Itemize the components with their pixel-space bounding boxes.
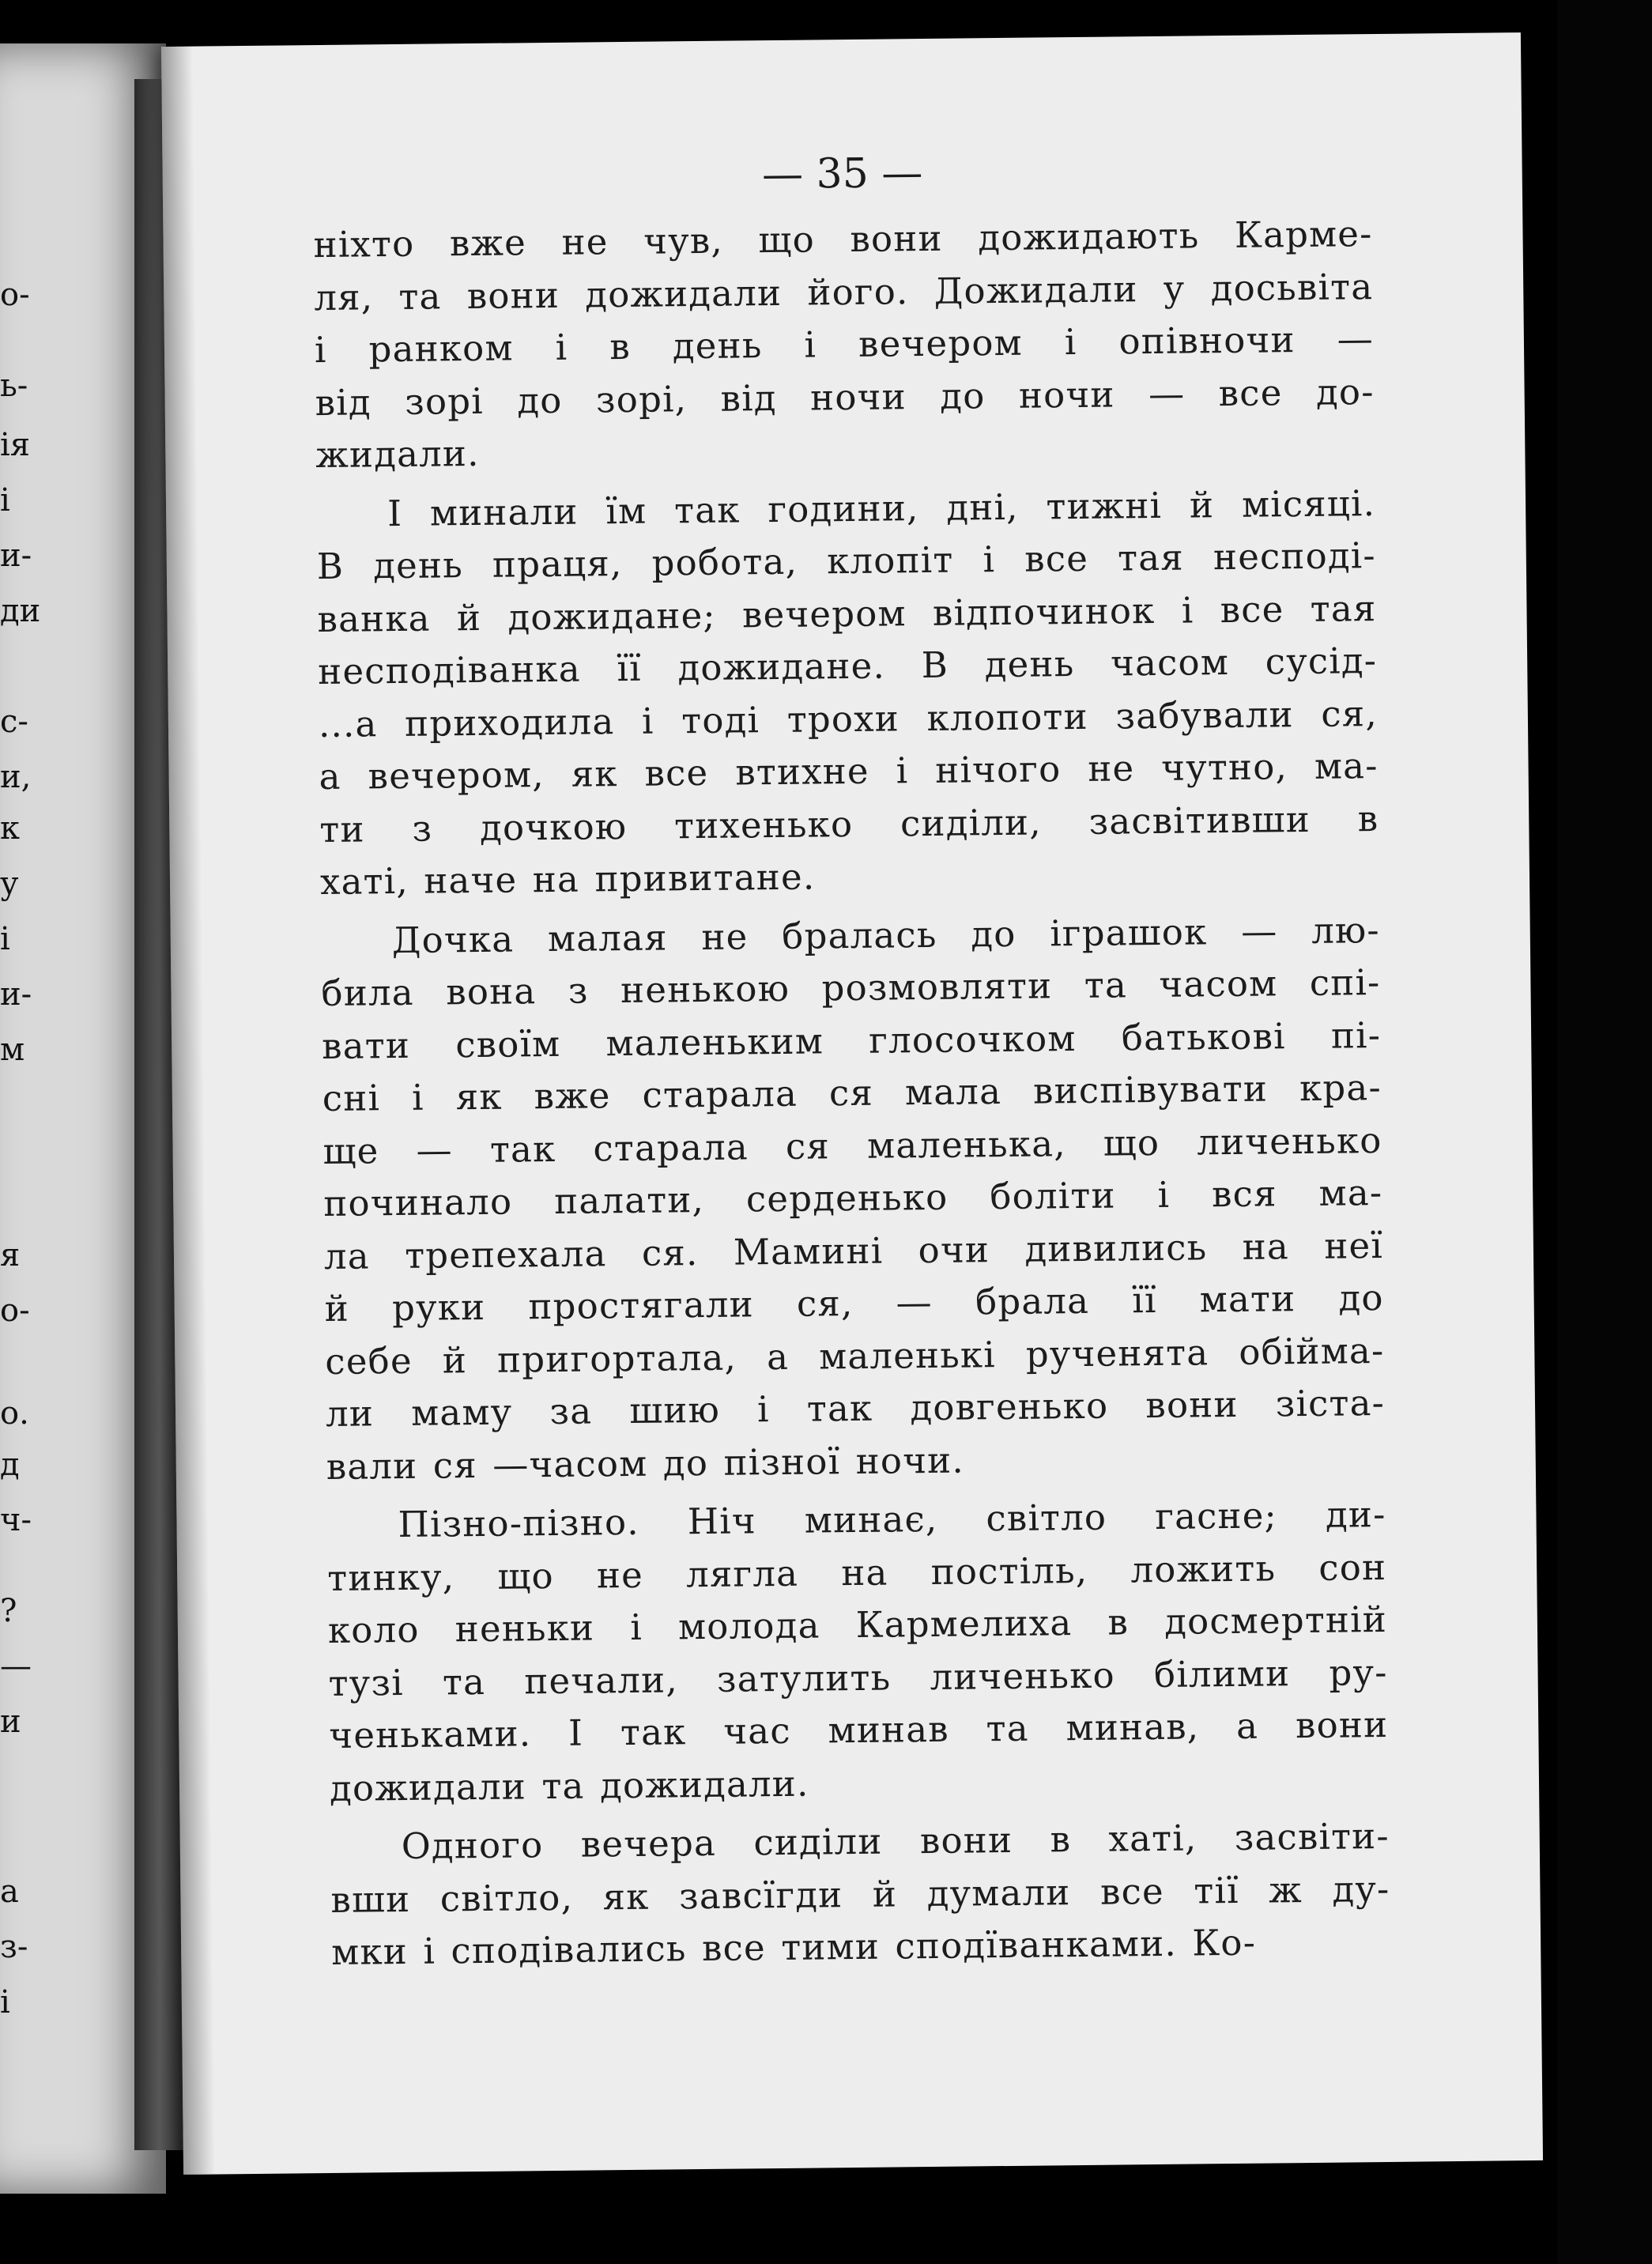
previous-page-fragment: а <box>0 1873 19 1910</box>
text-line: починало палати, серденько боліти і вся ма- <box>323 1171 1383 1225</box>
text-line: Дочка малая не бралась до іграшок — лю- <box>391 908 1381 961</box>
text-line: мки і сподівались все тими сподїванками. Ко- <box>330 1921 1257 1973</box>
text-line: від зорі до зорі, від ночи до ночи — все до- <box>315 370 1375 424</box>
text-line: ще — так старала ся маленька, що личенько <box>322 1119 1382 1172</box>
text-line: а вечером, як все втихне і нічого не чутно, ма- <box>319 745 1379 798</box>
previous-page-fragment: и- <box>0 538 32 574</box>
text-line: сні і як вже старала ся мала виспівувати кра- <box>322 1066 1382 1120</box>
text-line: вати своїм маленьким глосочком батькові пі- <box>321 1013 1382 1067</box>
text-line: била вона з ненькою розмовляти та часом спі- <box>321 960 1381 1015</box>
text-line: і ранком і в день і вечером і опівночи — <box>314 318 1375 372</box>
scan-background <box>1557 0 1652 2264</box>
text-line: Одного вечера сиділи вони в хаті, засвіти- <box>401 1814 1390 1868</box>
previous-page-fragment: о. <box>0 1395 29 1432</box>
previous-page-fragment: і <box>0 1984 10 2021</box>
previous-page-fragment: ч- <box>0 1502 32 1538</box>
text-line: коло неньки і молода Кармелиха в досмертній <box>327 1598 1388 1651</box>
previous-page-fragment: и <box>0 1704 21 1740</box>
text-line: жидали. <box>315 432 480 477</box>
previous-page-fragment: — <box>0 1648 32 1685</box>
text-line: тинку, що не лягла на постіль, ложить сон <box>326 1545 1387 1599</box>
page-body-text <box>313 208 1390 1979</box>
text-line: В день праця, робота, клопіт і все тая несподі- <box>316 534 1377 588</box>
previous-page-fragment: и- <box>0 976 32 1013</box>
text-line: ла трепехала ся. Мамині очи дивились на неї <box>323 1224 1384 1277</box>
previous-page-fragment: ь- <box>0 368 28 404</box>
paragraph <box>316 477 1379 909</box>
text-line: ванка й дожидане; вечером відпочинок і все тая <box>317 587 1377 640</box>
previous-page-fragment: д <box>0 1447 20 1483</box>
page-number: — 35 — <box>761 149 923 199</box>
previous-page-fragment: ? <box>0 1593 17 1629</box>
text-line: Пізно-пізно. Ніч минає, світло гасне; ди- <box>398 1492 1386 1546</box>
text-line: себе й пригортала, а маленькі рученята обійма- <box>325 1329 1385 1383</box>
text-line: ченьками. І так час минав та минав, а вони <box>329 1703 1389 1756</box>
text-line: ли маму за шию і так довгенько вони зіста- <box>325 1381 1386 1435</box>
paragraph <box>326 1489 1389 1815</box>
previous-page-fragment: и, <box>0 759 32 795</box>
text-line: й руки простягали ся, — брала її мати до <box>324 1276 1384 1330</box>
text-line: несподіванка її дожидане. В день часом сусід- <box>317 640 1378 693</box>
text-line: ти з дочкою тихенько сиділи, засвітивши в <box>319 797 1379 851</box>
text-line: І минали їм так години, дні, тижні й місяці. <box>387 481 1376 534</box>
book-page <box>161 32 1543 2175</box>
paragraph <box>330 1810 1390 1979</box>
paragraph <box>313 208 1375 482</box>
previous-page-fragment: ди <box>0 593 41 629</box>
previous-page-fragment: о- <box>0 1292 30 1329</box>
text-line: хаті, наче на привитане. <box>319 855 816 904</box>
previous-page-fragment: у <box>0 866 19 902</box>
text-line: вши світло, як завсїгди й думали все тії ж ду- <box>330 1867 1390 1921</box>
previous-page-fragment: о- <box>0 277 30 313</box>
previous-page-fragment: ія <box>0 427 31 463</box>
paragraph <box>320 904 1386 1492</box>
previous-page-fragment: с- <box>0 704 28 740</box>
text-line: тузі та печали, затулить личенько білими ру- <box>328 1651 1388 1704</box>
text-line: ...а приходила і тоді трохи клопоти забували ся, <box>318 692 1379 745</box>
previous-page-fragment: і <box>0 921 10 957</box>
previous-page-fragment: к <box>0 810 20 847</box>
text-line: вали ся —часом до пізної ночи. <box>326 1439 965 1488</box>
text-line: ніхто вже не чув, що вони дожидають Карме- <box>313 213 1373 266</box>
text-line: дожидали та дожидали. <box>329 1762 809 1809</box>
previous-page-fragment: з- <box>0 1929 28 1965</box>
previous-page-fragment: м <box>0 1032 25 1068</box>
previous-page-fragment: і <box>0 482 10 519</box>
text-line: ля, та вони дожидали його. Дожидали у досьвіта <box>314 265 1374 319</box>
previous-page-fragment: я <box>0 1237 21 1274</box>
